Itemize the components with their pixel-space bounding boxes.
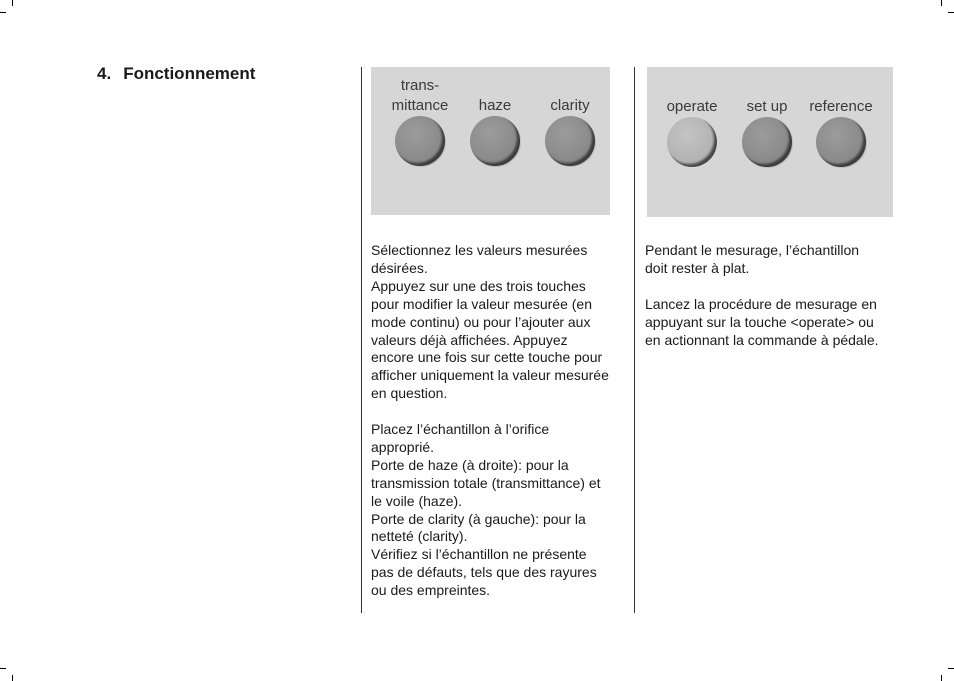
control-buttons-panel (647, 67, 893, 217)
text-line: Sélectionnez les valeurs mesurées désirées. (371, 242, 588, 276)
section-title: Fonctionnement (123, 64, 256, 83)
section-heading (97, 64, 255, 84)
text-line: Lancez la procédure de mesurage en appuyant sur la touche <operate> ou en actionnant la commande à pédale. (645, 295, 879, 348)
crop-mark (948, 668, 954, 669)
text-line: Vérifiez si l’échantillon ne présente pas de défauts, tels que des rayures ou des empreintes. (371, 546, 597, 599)
crop-mark (12, 0, 13, 6)
operate-instructions (645, 242, 880, 367)
crop-mark (941, 0, 942, 6)
text-line: Porte de clarity (à gauche): pour la netteté (clarity). (371, 510, 586, 545)
column-divider (634, 67, 635, 613)
clarity-button (545, 116, 595, 166)
measurement-instructions (371, 242, 611, 618)
crop-mark (0, 12, 6, 13)
crop-mark (0, 668, 6, 669)
crop-mark (941, 675, 942, 681)
transmittance-button (395, 116, 445, 166)
operate-button-label: operate (666, 98, 718, 115)
setup-button-label: set up (746, 98, 788, 115)
crop-mark (12, 675, 13, 681)
reference-button (816, 117, 866, 167)
measurement-buttons-panel (371, 67, 610, 215)
text-line: Appuyez sur une des trois touches pour modifier la valeur mesurée (en mode continu) ou pour l’ajouter aux valeurs déjà affichées. Appuyez encore une fois sur cette touche pour afficher uniquement la valeur mesurée en question. (371, 277, 609, 402)
paragraph (645, 296, 880, 350)
paragraph (371, 242, 611, 403)
text-line: Placez l’échantillon à l’orifice approprié. (371, 421, 550, 455)
paragraph (371, 421, 611, 600)
haze-button-label: haze (478, 97, 512, 114)
clarity-button-label: clarity (550, 97, 590, 114)
setup-button (742, 117, 792, 167)
reference-button-label: reference (809, 98, 873, 115)
crop-mark (948, 12, 954, 13)
haze-button (470, 116, 520, 166)
text-line: Porte de haze (à droite): pour la transmission totale (transmittance) et le voile (haze). (371, 456, 601, 509)
section-number: 4. (97, 64, 112, 83)
column-divider (361, 67, 362, 613)
text-line: Pendant le mesurage, l’échantillon doit rester à plat. (645, 242, 860, 276)
operate-button (667, 117, 717, 167)
transmittance-button-label: trans- mittance (391, 77, 449, 114)
paragraph (645, 242, 880, 278)
